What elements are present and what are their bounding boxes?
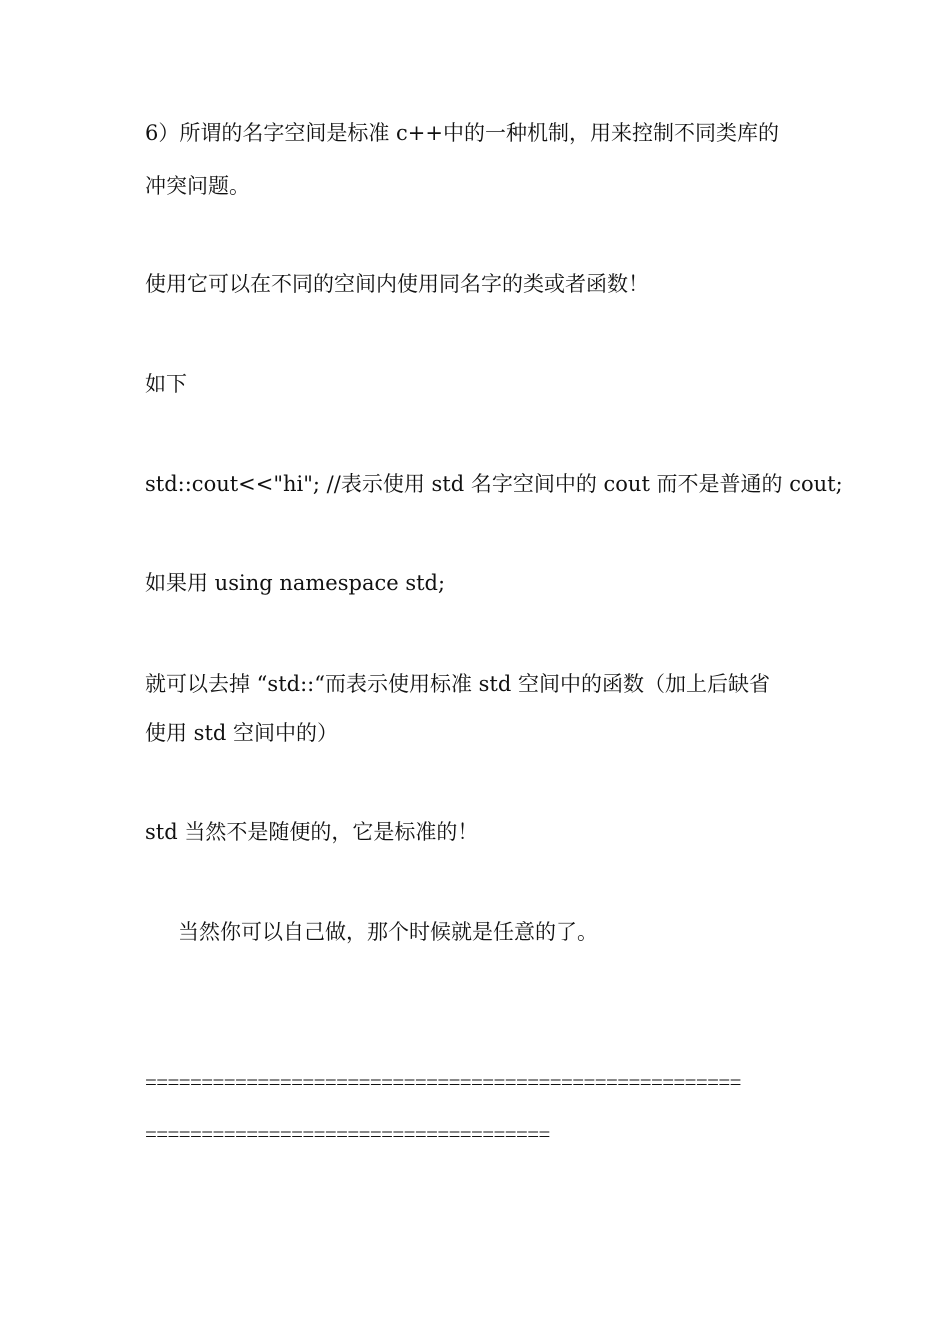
divider-line: ===================================================== <box>145 1070 741 1094</box>
paragraph-line: 冲突问题。 <box>145 174 250 198</box>
paragraph-line: 如下 <box>145 372 187 396</box>
paragraph-line: 6）所谓的名字空间是标准 c++中的一种机制，用来控制不同类库的 <box>145 121 779 145</box>
paragraph-line: 使用 std 空间中的） <box>145 721 339 745</box>
paragraph-line: 使用它可以在不同的空间内使用同名字的类或者函数！ <box>145 272 649 296</box>
paragraph-line: 就可以去掉 “std::“而表示使用标准 std 空间中的函数（加上后缺省 <box>145 672 770 696</box>
divider-line: ==================================== <box>145 1122 550 1146</box>
paragraph-line: 当然你可以自己做，那个时候就是任意的了。 <box>178 920 598 944</box>
paragraph-line: 如果用 using namespace std; <box>145 571 446 595</box>
code-line: std::cout<<"hi"; //表示使用 std 名字空间中的 cout 而不是普通的 cout; <box>145 472 843 496</box>
paragraph-line: std 当然不是随便的，它是标准的！ <box>145 820 479 844</box>
